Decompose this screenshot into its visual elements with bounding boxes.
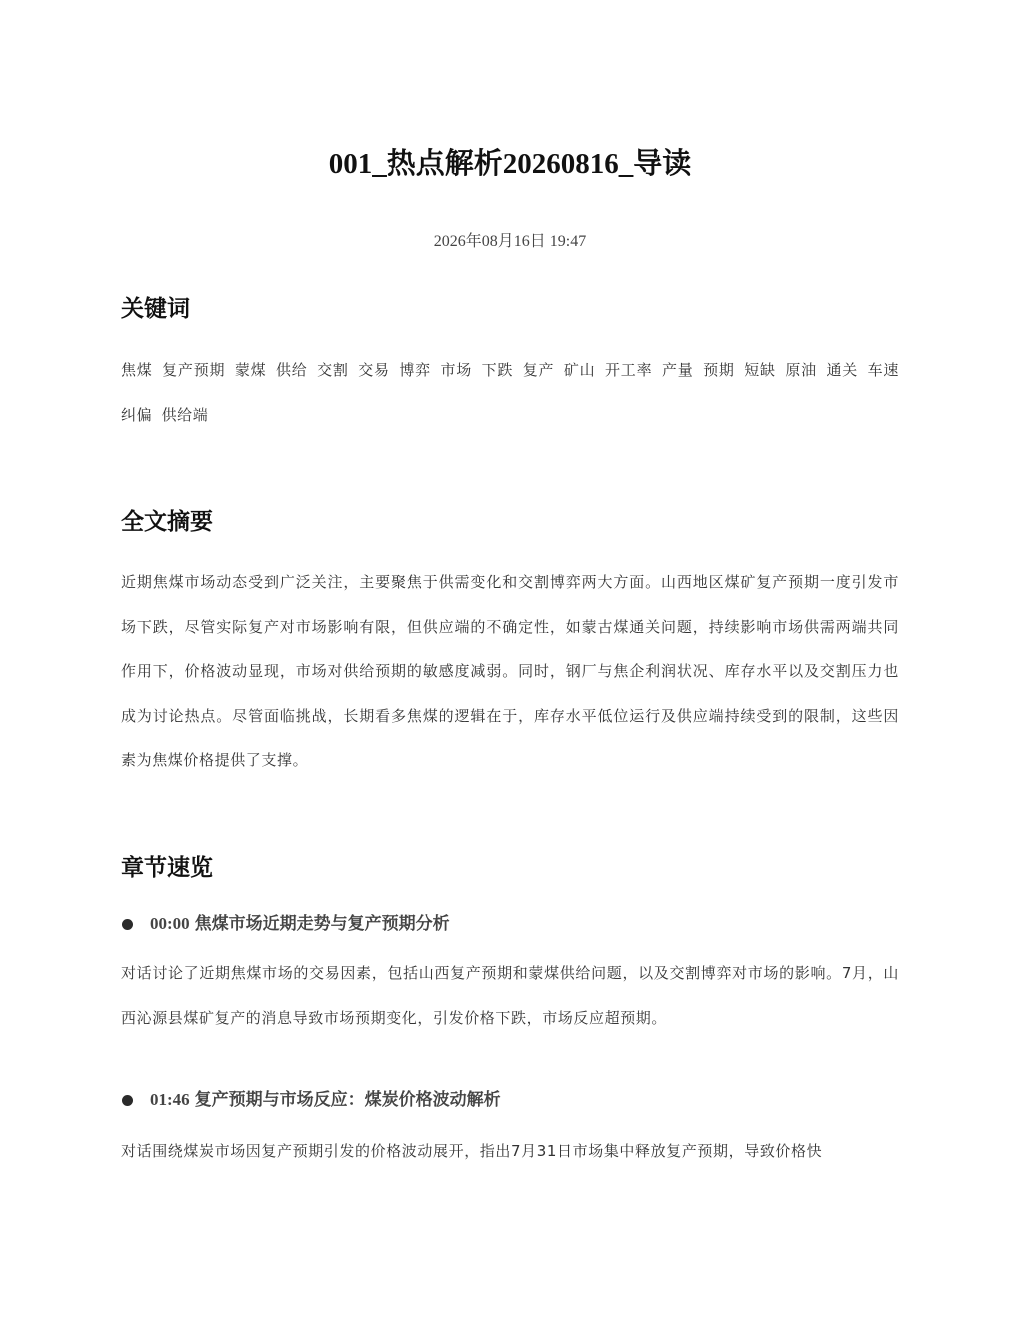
- chapter-item-label: [150, 910, 450, 938]
- chapter-item-heading: [121, 910, 899, 938]
- chapter-timestamp: 00:00: [150, 914, 190, 933]
- chapter-summary-text: 对话讨论了近期焦煤市场的交易因素，包括山西复产预期和蒙煤供给问题，以及交割博弈对市场的影响。7月，山西沁源县煤矿复产的消息导致市场预期变化，引发价格下跌，市场反应超预期。: [121, 964, 899, 1027]
- summary-heading: 全文摘要: [121, 509, 213, 535]
- keywords-heading: 关键词: [121, 296, 190, 322]
- chapter-item-heading: [121, 1086, 899, 1114]
- document-date: 2026年08月16日 19:47: [433, 233, 587, 250]
- chapter-item-label: [150, 1086, 501, 1114]
- bullet-icon: [122, 1095, 133, 1106]
- chapter-title: 焦煤市场近期走势与复产预期分析: [194, 914, 450, 933]
- chapters-heading: 章节速览: [121, 855, 213, 881]
- chapter-title: 复产预期与市场反应：煤炭价格波动解析: [194, 1090, 501, 1109]
- bullet-icon: [122, 919, 133, 930]
- keywords-text: 焦煤 复产预期 蒙煤 供给 交割 交易 博弈 市场 下跌 复产 矿山 开工率 产量 预期 短缺 原油 通关 车速 纠偏 供给端: [121, 361, 899, 424]
- chapter-timestamp: 01:46: [150, 1090, 190, 1109]
- chapter-summary-text: 对话围绕煤炭市场因复产预期引发的价格波动展开，指出7月31日市场集中释放复产预期，导致价格快: [121, 1142, 823, 1160]
- summary-text: 近期焦煤市场动态受到广泛关注，主要聚焦于供需变化和交割博弈两大方面。山西地区煤矿复产预期一度引发市场下跌，尽管实际复产对市场影响有限，但供应端的不确定性，如蒙古煤通关问题，持续影响市场供需两端共同作用下，价格波动显现，市场对供给预期的敏感度减弱。同时，钢厂与焦企利润状况、库存水平以及交割压力也成为讨论热点。尽管面临挑战，长期看多焦煤的逻辑在于，库存水平低位运行及供应端持续受到的限制，这些因素为焦煤价格提供了支撑。: [121, 573, 899, 769]
- document-title: 001_热点解析20260816_导读: [328, 148, 692, 180]
